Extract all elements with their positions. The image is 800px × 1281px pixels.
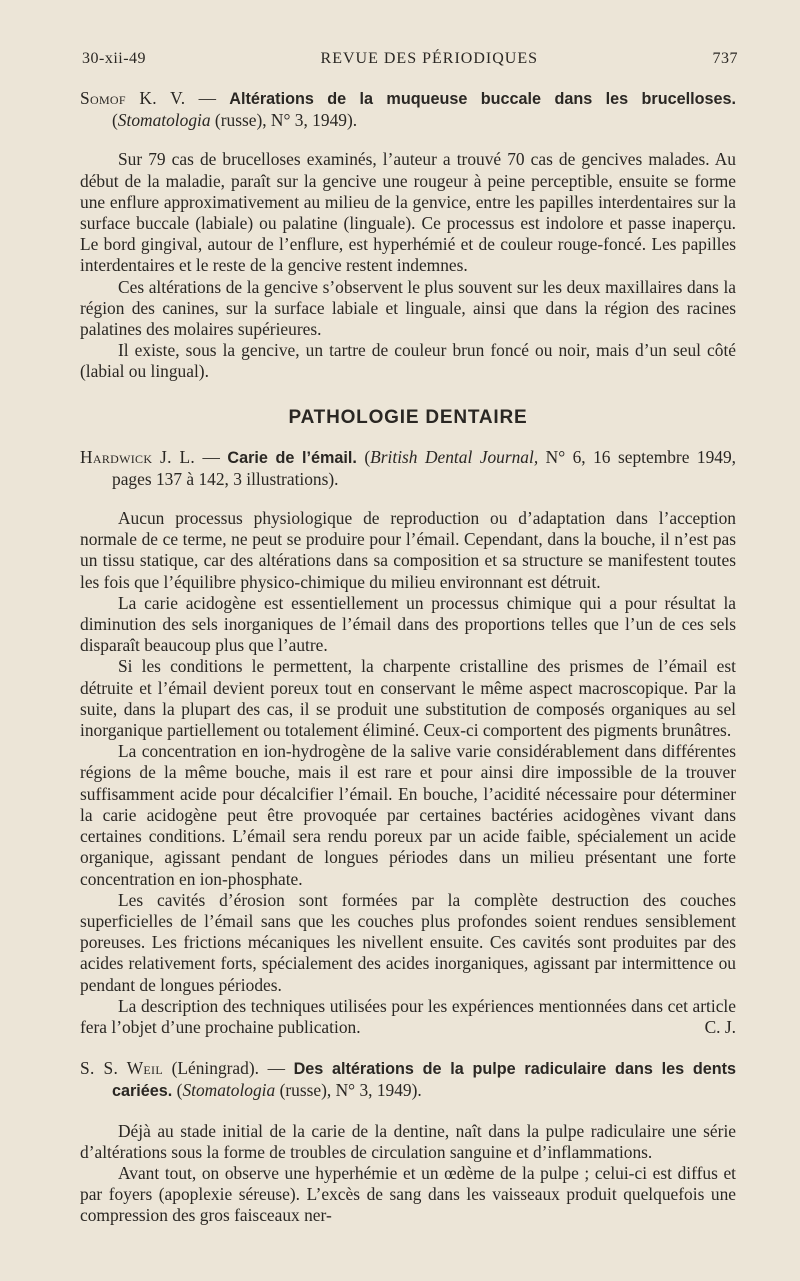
entry-paragraph: Déjà au stade initial de la carie de la dentine, naît dans la pulpe radiculaire une série d’altérations sous la forme de troubles de circulation sanguine et d’inflammations. — [80, 1120, 736, 1162]
header-journal-title: REVUE DES PÉRIODIQUES — [320, 50, 538, 67]
page-header — [82, 50, 738, 76]
entry-paragraph: La concentration en ion-hydrogène de la salive varie considérablement dans différentes régions de la même bouche, mais il est rare et pour ainsi dire impossible de la trouver suffisamment acide pour décalcifier l’émail. En bouche, l’acidité nécessaire pour déterminer la carie acidogène peut être provoquée par certaines bactéries acidogènes vivant dans certaines conditions. L’émail sera rendu poreux par un acide faible, spécialement un acide organique, agissant pendant de longues périodes dans un milieu présentant une forte concentration en ion-phosphate. — [80, 741, 736, 889]
entry-title: Carie de l’émail. — [227, 448, 357, 467]
review-entry-somof — [80, 88, 736, 383]
entry-paragraph: Aucun processus physiologique de reproduction ou d’adaptation dans l’acception normale de ce terme, ne peut se produire pour l’émail. Cependant, dans la bouche, il n’est pas un tissu statique, car des altérations dans sa composition et sa structure se manifestent toutes les fois que l’équilibre physico-chimique du milieu environnant est détruit. — [80, 508, 736, 592]
entry-place: (Léningrad). — [163, 1058, 259, 1079]
entry-paragraph: Les cavités d’érosion sont formées par la complète destruction des couches superficielles de l’émail sans que les couches plus profondes soient rendues sensiblement poreuses. Les frictions mécaniques les nivellent ensuite. Ces cavités sont produites par des acides relativement forts, spécialement des acides inorganiques, agissant par intermittence ou pendant de longues périodes. — [80, 889, 736, 995]
citation-paren: ( — [356, 446, 371, 467]
review-entry-weil — [80, 1058, 736, 1226]
entry-source-details: N° 6, 16 septembre 1949, pages 137 à 142, 3 illustrations). — [112, 446, 737, 489]
entry-source-journal: British Dental Journal, — [370, 446, 539, 467]
entry-title: Altérations de la muqueuse buccale dans les brucelloses. — [229, 90, 736, 108]
page-content — [80, 88, 736, 1247]
section-title: PATHOLOGIE DENTAIRE — [288, 406, 528, 428]
citation-dash: — — [185, 88, 230, 108]
entry-citation — [80, 88, 736, 131]
citation-dash: — — [259, 1058, 294, 1079]
citation-paren: ( — [172, 1080, 183, 1101]
entry-heading — [80, 88, 736, 131]
entry-author: Somof K. V. — [80, 88, 186, 108]
review-entry-hardwick — [80, 447, 736, 1038]
header-date: 30-xii-49 — [82, 50, 147, 67]
entry-citation — [80, 447, 736, 490]
final-paragraph-text: La description des techniques utilisées pour les expériences mentionnées dans cet article fera l’objet d’une prochaine publication. — [80, 995, 736, 1037]
entry-heading — [80, 1058, 736, 1102]
entry-paragraph: Il existe, sous la gencive, un tartre de couleur brun foncé ou noir, mais d’un seul côté (labial ou lingual). — [80, 340, 736, 382]
entry-title: Des altérations de la pulpe radiculaire dans les dents cariées. — [112, 1060, 737, 1101]
entry-paragraph: Si les conditions le permettent, la charpente cristalline des prismes de l’émail est détruite et l’émail devient poreux tout en conservant le même aspect macroscopique. Par la suite, dans la plupart des cas, il se produit une substitution de composés organiques au sel inorganique partiellement ou totalement éliminé. Ceux-ci comportent des pigments brunâtres. — [80, 656, 736, 741]
entry-paragraph: Ces altérations de la gencive s’observent le plus souvent sur les deux maxillaires dans la région des canines, sur la surface labiale et linguale, ainsi que dans la région des racines palatines des molaires supérieures. — [80, 276, 736, 340]
entry-paragraph: La carie acidogène est essentiellement un processus chimique qui a pour résultat la diminution des sels inorganiques de l’émail dans des proportions telles que l’un de ces sels disparaît beaucoup plus que l’autre. — [80, 592, 736, 656]
header-page-number: 737 — [712, 50, 738, 67]
entry-paragraph: Avant tout, on observe une hyperhémie et un œdème de la pulpe ; celui-ci est diffus et par foyers (apoplexie séreuse). L’excès de sang dans les vaisseaux produit quelquefois une compression des gros faisceaux ner- — [80, 1162, 736, 1226]
reviewer-signature: C. J. — [704, 1016, 736, 1037]
entry-paragraph: Sur 79 cas de brucelloses examinés, l’auteur a trouvé 70 cas de gencives malades. Au début de la maladie, paraît sur la gencive une rougeur à peine perceptible, ensuite se forme une enflure approximativement au milieu de la genvice, entre les papilles interdentaires sur la surface buccale (labiale) ou palatine (linguale). Ce processus est indolore et passe inaperçu. Le bord gingival, autour de l’enflure, est hyperhémié et de couleur rouge-foncé. Les papilles interdentaires et le reste de la gencive restent indemnes. — [80, 149, 736, 276]
entry-author: Hardwick J. L. — [80, 446, 196, 467]
entry-heading — [80, 447, 736, 490]
entry-source-details: (russe), N° 3, 1949). — [210, 110, 358, 131]
entry-citation — [80, 1058, 736, 1102]
entry-source-details: (russe), N° 3, 1949). — [275, 1080, 422, 1101]
entry-source-journal: Stomatologia — [117, 110, 211, 131]
entry-source-journal: Stomatologia — [182, 1080, 276, 1101]
citation-paren: ( — [112, 110, 118, 131]
entry-author: S. S. Weil — [80, 1058, 163, 1079]
citation-dash: — — [195, 446, 228, 467]
entry-paragraph-final — [80, 996, 736, 1038]
